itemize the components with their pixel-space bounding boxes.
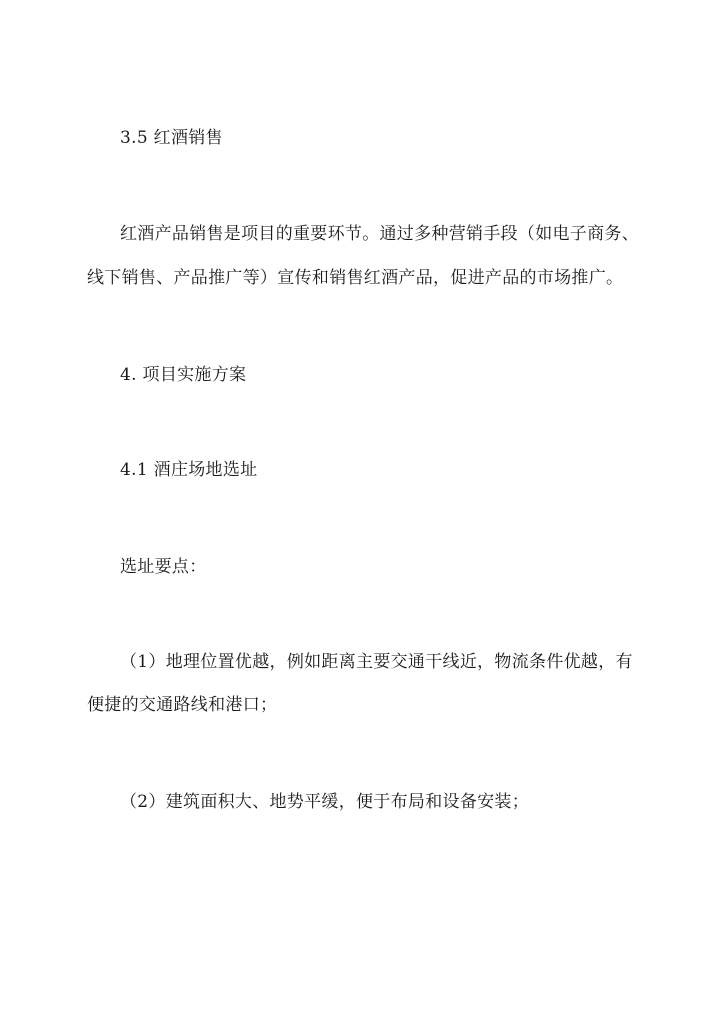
section-heading-4: 4. 项目实施方案 [120, 365, 247, 385]
list-item-1-line: 便捷的交通路线和港口； [87, 695, 278, 715]
site-points-label: 选址要点： [120, 557, 207, 577]
section-heading-4-1: 4.1 酒庄场地选址 [120, 460, 258, 480]
paragraph-line: 线下销售、产品推广等）宣传和销售红酒产品，促进产品的市场推广。 [87, 268, 624, 288]
paragraph-line: 红酒产品销售是项目的重要环节。通过多种营销手段（如电子商务、 [120, 224, 639, 244]
list-item-2-line: （2）建筑面积大、地势平缓，便于布局和设备安装； [120, 792, 530, 812]
section-heading-3-5: 3.5 红酒销售 [120, 128, 223, 148]
list-item-1-line: （1）地理位置优越，例如距离主要交通干线近，物流条件优越，有 [120, 652, 633, 672]
